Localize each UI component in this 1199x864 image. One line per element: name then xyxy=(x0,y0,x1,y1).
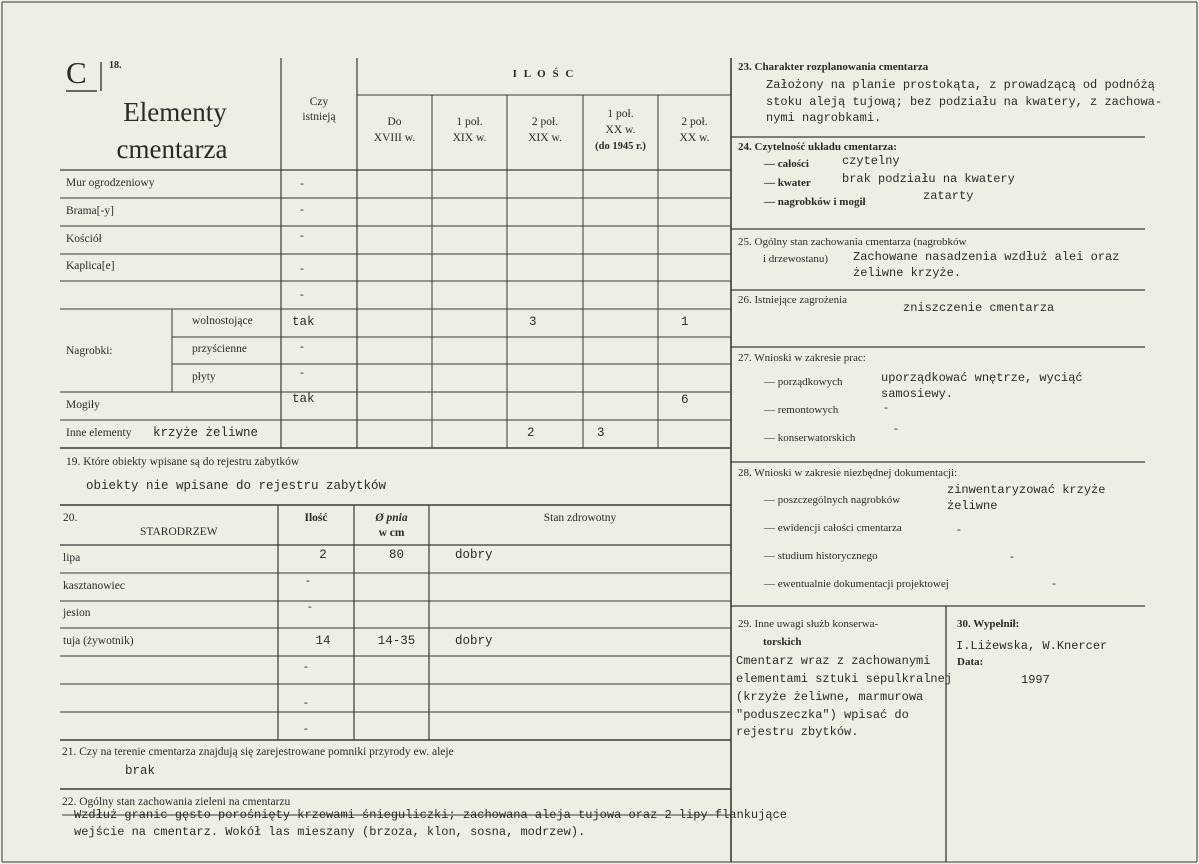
s27-remontowych-label: — remontowych xyxy=(764,404,839,416)
s25-answer-line2: żeliwne krzyże. xyxy=(853,266,962,280)
s20-col-stan: Stan zdrowotny xyxy=(543,512,617,524)
tree-row-3-qty: - xyxy=(308,601,312,613)
row-czy-brama: - xyxy=(300,204,304,216)
tree-row-3-name: jesion xyxy=(63,607,91,619)
s25-answer-line1: Zachowane nasadzenia wzdłuż alei oraz xyxy=(853,250,1120,264)
row-label-wolnostojace: wolnostojące xyxy=(192,315,253,327)
col-header-period-1-l1: Do xyxy=(387,116,402,128)
s29-question-line2: torskich xyxy=(763,636,802,648)
s28-ewidencji-label: — ewidencji całości cmentarza xyxy=(764,522,902,534)
tree-row-1-qty: 2 xyxy=(319,548,327,562)
s22-answer-line1: Wzdłuż granic gęsto porośnięty krzewami śnieguliczki; zachowana aleja tujowa oraz 2 lipy flankujące xyxy=(74,808,787,822)
s19-answer: obiekty nie wpisane do rejestru zabytków xyxy=(86,479,387,493)
row-label-nagrobki: Nagrobki: xyxy=(66,345,113,357)
row-mogily-period-5: 6 xyxy=(681,393,689,407)
col-header-period-3-l1: 2 poł. xyxy=(531,116,559,128)
tree-row-2-qty: - xyxy=(306,575,310,587)
s27-porzadkowych-label: — porządkowych xyxy=(764,376,843,388)
s28-projektowej-value: - xyxy=(1052,578,1056,590)
row-czy-plyty: - xyxy=(300,367,304,379)
row-inne-period-4: 3 xyxy=(597,426,605,440)
row-label-plyty: płyty xyxy=(192,371,216,383)
s29-question: 29. Inne uwagi służb konserwa- xyxy=(738,618,879,630)
row-label-kosciol: Kościół xyxy=(66,233,102,245)
s24-calosci-label: — całości xyxy=(764,158,809,170)
s30-date: 1997 xyxy=(1021,673,1050,687)
col-header-ilosc: I L O Ś C xyxy=(512,68,576,80)
s27-porzadkowych-value2: samosiewy. xyxy=(881,387,954,401)
s25-question: 25. Ogólny stan zachowania cmentarza (nagrobków xyxy=(738,236,967,248)
page-title: Elementy xyxy=(123,97,227,127)
col-header-period-5 xyxy=(658,114,731,146)
col-header-period-3-l2: XIX w. xyxy=(528,132,562,144)
col-header-period-5-l2: XX w. xyxy=(679,132,710,144)
card-letter: C xyxy=(66,55,87,90)
s27-question: 27. Wnioski w zakresie prac: xyxy=(738,352,866,364)
s28-projektowej-label: — ewentualnie dokumentacji projektowej xyxy=(764,578,949,590)
s19-question: 19. Które obiekty wpisane są do rejestru zabytków xyxy=(66,456,300,468)
tree-row-1-diam: 80 xyxy=(388,548,404,562)
s27-konserwatorskich-label: — konserwatorskich xyxy=(764,432,856,444)
col-header-period-2-l1: 1 poł. xyxy=(456,116,483,128)
col-header-istnieja: istnieją xyxy=(302,111,336,123)
row-czy-mogily: tak xyxy=(292,392,315,406)
s29-line-2: elementami sztuki sepulkralnej xyxy=(736,672,953,686)
s24-calosci-value: czytelny xyxy=(842,154,900,168)
s24-kwater-value: brak podziału na kwatery xyxy=(842,172,1015,186)
s28-studium-label: — studium historycznego xyxy=(764,550,878,562)
s30-value: I.Liżewska, W.Knercer xyxy=(956,639,1108,653)
col-header-period-4-l2: XX w. xyxy=(605,124,636,136)
row-inne-period-3: 2 xyxy=(527,426,535,440)
row-wolnostojace-period-5: 1 xyxy=(681,315,689,329)
row-czy-kaplica: - xyxy=(300,263,304,275)
col-header-period-5-l1: 2 poł. xyxy=(681,116,708,128)
tree-row-4-qty: 14 xyxy=(315,634,331,648)
tree-row-6-qty: - xyxy=(304,697,308,709)
page-title-line2: cmentarza xyxy=(116,134,228,164)
s28-nagrobkow-label: — poszczególnych nagrobków xyxy=(764,494,901,506)
s27-porzadkowych-value1: uporządkować wnętrze, wyciąć xyxy=(881,371,1083,385)
row-label-brama: Brama[-y] xyxy=(66,205,114,217)
s21-question: 21. Czy na terenie cmentarza znajdują się zarejestrowane pomniki przyrody ew. aleje xyxy=(62,746,454,758)
s23-question: 23. Charakter rozplanowania cmentarza xyxy=(738,61,929,73)
s24-kwater-label: — kwater xyxy=(764,177,811,189)
col-header-period-4-l3: (do 1945 r.) xyxy=(595,141,646,152)
col-header-period-4-l1: 1 poł. xyxy=(607,108,634,120)
s22-answer-line2: wejście na cmentarz. Wokół las mieszany (brzoza, klon, sosna, modrzew). xyxy=(74,825,586,839)
tree-row-7-qty: - xyxy=(304,723,308,735)
s28-nagrobkow-value1: zinwentaryzować krzyże xyxy=(947,483,1106,497)
s28-question: 28. Wnioski w zakresie niezbędnej dokumentacji: xyxy=(738,467,958,479)
tree-row-4-diam: 14-35 xyxy=(377,634,416,648)
col-header-period-2 xyxy=(432,114,507,146)
s24-question: 24. Czytelność układu cmentarza: xyxy=(738,141,897,153)
row-czy-kosciol: - xyxy=(300,230,304,242)
s26-question: 26. Istniejące zagrożenia xyxy=(738,294,848,306)
s30-date-label: Data: xyxy=(957,656,984,668)
col-header-czy: Czy xyxy=(309,96,329,108)
row-label-przyscienne: przyścienne xyxy=(192,343,247,355)
s20-col-ilosc: Ilość xyxy=(304,512,328,524)
row-label-mogily: Mogiły xyxy=(66,399,100,411)
row-czy-wolnostojace: tak xyxy=(292,315,315,329)
row-label-kaplica: Kaplica[e] xyxy=(66,260,115,272)
s27-konserwatorskich-value: - xyxy=(894,423,898,435)
s28-ewidencji-value: - xyxy=(957,524,961,536)
s24-nagrobkow-value: zatarty xyxy=(923,189,974,203)
col-header-period-1-l2: XVIII w. xyxy=(373,132,416,144)
s28-studium-value: - xyxy=(1010,551,1014,563)
s23-answer-line1: Założony na planie prostokąta, z prowadzącą od podnóżą xyxy=(766,78,1155,92)
s29-line-1: Cmentarz wraz z zachowanymi xyxy=(736,654,931,668)
s26-answer: zniszczenie cmentarza xyxy=(903,301,1055,315)
s29-line-4: "poduszeczka") wpisać do xyxy=(736,708,909,722)
tree-row-2-name: kasztanowiec xyxy=(63,580,125,592)
s25-question-line2: i drzewostanu) xyxy=(763,253,829,265)
s20-col-pnia: Ø pnia xyxy=(375,512,408,524)
s20-title: STARODRZEW xyxy=(140,526,218,538)
row-czy-mur: - xyxy=(300,178,304,190)
col-header-period-2-l2: XIX w. xyxy=(452,132,487,144)
tree-row-4-stan: dobry xyxy=(455,634,493,648)
row-wolnostojace-period-3: 3 xyxy=(529,315,537,329)
s23-answer-line3: nymi nagrobkami. xyxy=(766,111,882,125)
s21-answer: brak xyxy=(125,764,156,778)
s30-label: 30. Wypełnił: xyxy=(957,618,1020,630)
tree-row-5-qty: - xyxy=(304,661,308,673)
tree-row-4-name: tuja (żywotnik) xyxy=(63,635,134,647)
s23-answer-line2: stoku aleją tujową; bez podziału na kwatery, z zachowa- xyxy=(766,95,1163,109)
col-header-period-1 xyxy=(357,114,432,146)
s20-col-pnia-unit: w cm xyxy=(378,527,405,539)
row-czy-blank: - xyxy=(300,289,304,301)
tree-row-1-stan: dobry xyxy=(455,548,493,562)
s20-number: 20. xyxy=(63,512,78,524)
row-label-mur: Mur ogrodzeniowy xyxy=(66,177,155,189)
row-czy-przyscienne: - xyxy=(300,341,304,353)
col-header-period-4 xyxy=(583,106,658,155)
section-number: 18. xyxy=(109,60,122,71)
s29-line-5: rejestru zbytków. xyxy=(736,725,859,739)
col-header-period-3 xyxy=(507,114,583,146)
tree-row-1-name: lipa xyxy=(63,552,81,564)
s29-line-3: (krzyże żeliwne, marmurowa xyxy=(736,690,924,704)
s27-remontowych-value: - xyxy=(884,402,888,414)
s24-nagrobkow-label: — nagrobków i mogił xyxy=(764,196,866,208)
s28-nagrobkow-value2: żeliwne xyxy=(947,499,998,513)
row-inne-value: krzyże żeliwne xyxy=(153,426,259,440)
row-label-inne: Inne elementy xyxy=(66,427,132,439)
s22-question: 22. Ogólny stan zachowania zieleni na cmentarzu xyxy=(62,796,291,808)
